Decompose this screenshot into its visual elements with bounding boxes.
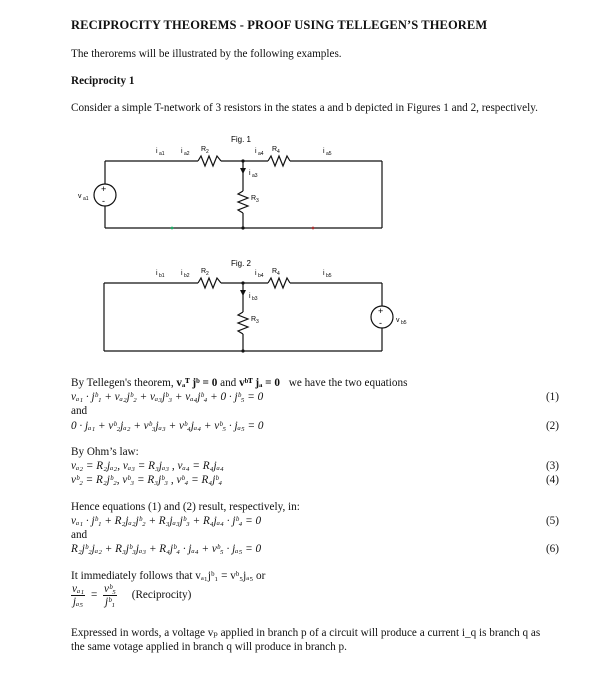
svg-text:i: i bbox=[249, 293, 251, 300]
hence-line-2-number: (6) bbox=[545, 543, 559, 555]
hence-line-1: vₐ₁ · jᵇ₁ + R₂jₐ₂jᵇ₂ + R₃jₐ₃jᵇ₃ + R₄jₐ₄ · jᵇ₄ = 0 bbox=[71, 515, 262, 527]
fraction-left: $\frac{\text{vₐ₁}}{\text{jₐ₅}}$ bbox=[72, 583, 85, 608]
figure-2-circuit bbox=[0, 254, 603, 366]
svg-text:b1: b1 bbox=[159, 273, 165, 279]
svg-text:b5: b5 bbox=[401, 320, 407, 326]
svg-text:i: i bbox=[181, 148, 183, 155]
fraction-right: $\frac{\text{vᵇ₅}}{\text{jᵇ₁}}$ bbox=[104, 583, 116, 608]
svg-text:-: - bbox=[102, 196, 105, 206]
equation-1: vₐ₁ · jᵇ₁ + vₐ₂jᵇ₂ + vₐ₃jᵇ₃ + vₐ₄jᵇ₄ + 0 · jᵇ₅ = 0 bbox=[71, 391, 264, 403]
svg-text:R: R bbox=[272, 146, 278, 153]
svg-text:b4: b4 bbox=[258, 273, 264, 279]
vb5-label: v bbox=[396, 317, 400, 324]
fig2-title: Fig. 2 bbox=[231, 259, 252, 268]
equation-1-number: (1) bbox=[545, 391, 559, 403]
ohm-heading: By Ohm’s law: bbox=[71, 446, 139, 458]
svg-text:3: 3 bbox=[256, 319, 259, 325]
tellegen-line bbox=[71, 377, 407, 389]
fig1-title: Fig. 1 bbox=[231, 135, 252, 144]
ohm-line-2-number: (4) bbox=[545, 474, 559, 486]
svg-text:a5: a5 bbox=[326, 151, 332, 157]
ohm-line-1-number: (3) bbox=[545, 460, 559, 472]
equation-2: 0 · jₐ₁ + vᵇ₂jₐ₂ + vᵇ₃jₐ₃ + vᵇ₄jₐ₄ + vᵇ₅ · jₐ₅ = 0 bbox=[71, 420, 264, 432]
svg-text:4: 4 bbox=[277, 149, 280, 155]
ohm-line-1: vₐ₂ = R₂jₐ₂, vₐ₃ = R₃jₐ₃ , vₐ₄ = R₄jₐ₄ bbox=[71, 460, 224, 472]
page-title: RECIPROCITY THEOREMS - PROOF USING TELLEGEN’S THEOREM bbox=[71, 18, 488, 32]
tellegen-text: By Tellegen's theorem, bbox=[71, 377, 174, 389]
intro-text: The therorems will be illustrated by the following examples. bbox=[71, 48, 342, 60]
hence-line-1-number: (5) bbox=[545, 515, 559, 527]
reciprocity-label: (Reciprocity) bbox=[131, 589, 192, 602]
svg-text:i: i bbox=[156, 148, 158, 155]
consider-text: Consider a simple T-network of 3 resistors in the states a and b depicted in Figures 1 and 2, respectively. bbox=[71, 102, 538, 114]
svg-text:i: i bbox=[255, 148, 257, 155]
figure-1-circuit bbox=[0, 128, 603, 240]
svg-text:a1: a1 bbox=[83, 196, 89, 202]
svg-text:b2: b2 bbox=[184, 273, 190, 279]
svg-text:2: 2 bbox=[206, 149, 209, 155]
hence-text: Hence equations (1) and (2) result, respectively, in: bbox=[71, 501, 300, 513]
tellegen-and: and bbox=[220, 377, 237, 389]
ohm-line-2: vᵇ₂ = R₂jᵇ₂, vᵇ₃ = R₃jᵇ₃ , vᵇ₄ = R₄jᵇ₄ bbox=[71, 474, 223, 486]
svg-text:a4: a4 bbox=[258, 151, 264, 157]
svg-text:i: i bbox=[323, 148, 325, 155]
svg-text:a2: a2 bbox=[184, 151, 190, 157]
svg-text:i: i bbox=[323, 270, 325, 277]
svg-text:-: - bbox=[379, 318, 382, 328]
svg-text:a1: a1 bbox=[159, 151, 165, 157]
hence-line-2: R₂jᵇ₂jₐ₂ + R₃jᵇ₃jₐ₃ + R₄jᵇ₄ · jₐ₄ + vᵇ₅ · jₐ₅ = 0 bbox=[71, 543, 262, 555]
hence-and: and bbox=[71, 529, 88, 541]
svg-text:R: R bbox=[251, 195, 257, 202]
svg-text:R: R bbox=[201, 146, 207, 153]
tellegen-tail: we have the two equations bbox=[288, 377, 408, 389]
svg-text:R: R bbox=[272, 268, 278, 275]
svg-text:i: i bbox=[181, 270, 183, 277]
svg-text:R: R bbox=[201, 268, 207, 275]
summary-line-2: the same votage applied in branch q will produce in branch p. bbox=[71, 641, 347, 653]
tellegen-eq2: vᵇᵀ jₐ = 0 bbox=[239, 377, 280, 389]
reciprocity-fraction: $\frac{\text{vₐ₁}}{\text{jₐ₅}}$ = $\frac{\text{vᵇ₅}}{\text{jᵇ₁}}$ (Reciprocity) bbox=[72, 583, 192, 608]
svg-text:+: + bbox=[378, 306, 384, 316]
tellegen-eq1: vₐᵀ jᵇ = 0 bbox=[176, 377, 218, 389]
svg-text:i: i bbox=[249, 170, 251, 177]
svg-text:b3: b3 bbox=[252, 296, 258, 302]
svg-text:3: 3 bbox=[256, 198, 259, 204]
follows-text: It immediately follows that vₐ₁jᵇ₁ = vᵇ₅jₐ₅ or bbox=[71, 570, 266, 582]
section-heading: Reciprocity 1 bbox=[71, 75, 135, 87]
svg-text:R: R bbox=[251, 316, 257, 323]
svg-text:i: i bbox=[255, 270, 257, 277]
svg-text:b5: b5 bbox=[326, 273, 332, 279]
svg-text:2: 2 bbox=[206, 271, 209, 277]
summary-line-1: Expressed in words, a voltage vₚ applied in branch p of a circuit will produce a current i_q is branch q as bbox=[71, 627, 541, 639]
svg-text:+: + bbox=[101, 184, 107, 194]
va1-label: v bbox=[78, 193, 82, 200]
svg-text:4: 4 bbox=[277, 271, 280, 277]
svg-text:i: i bbox=[156, 270, 158, 277]
and-word: and bbox=[71, 405, 88, 417]
svg-text:a3: a3 bbox=[252, 173, 258, 179]
equation-2-number: (2) bbox=[545, 420, 559, 432]
